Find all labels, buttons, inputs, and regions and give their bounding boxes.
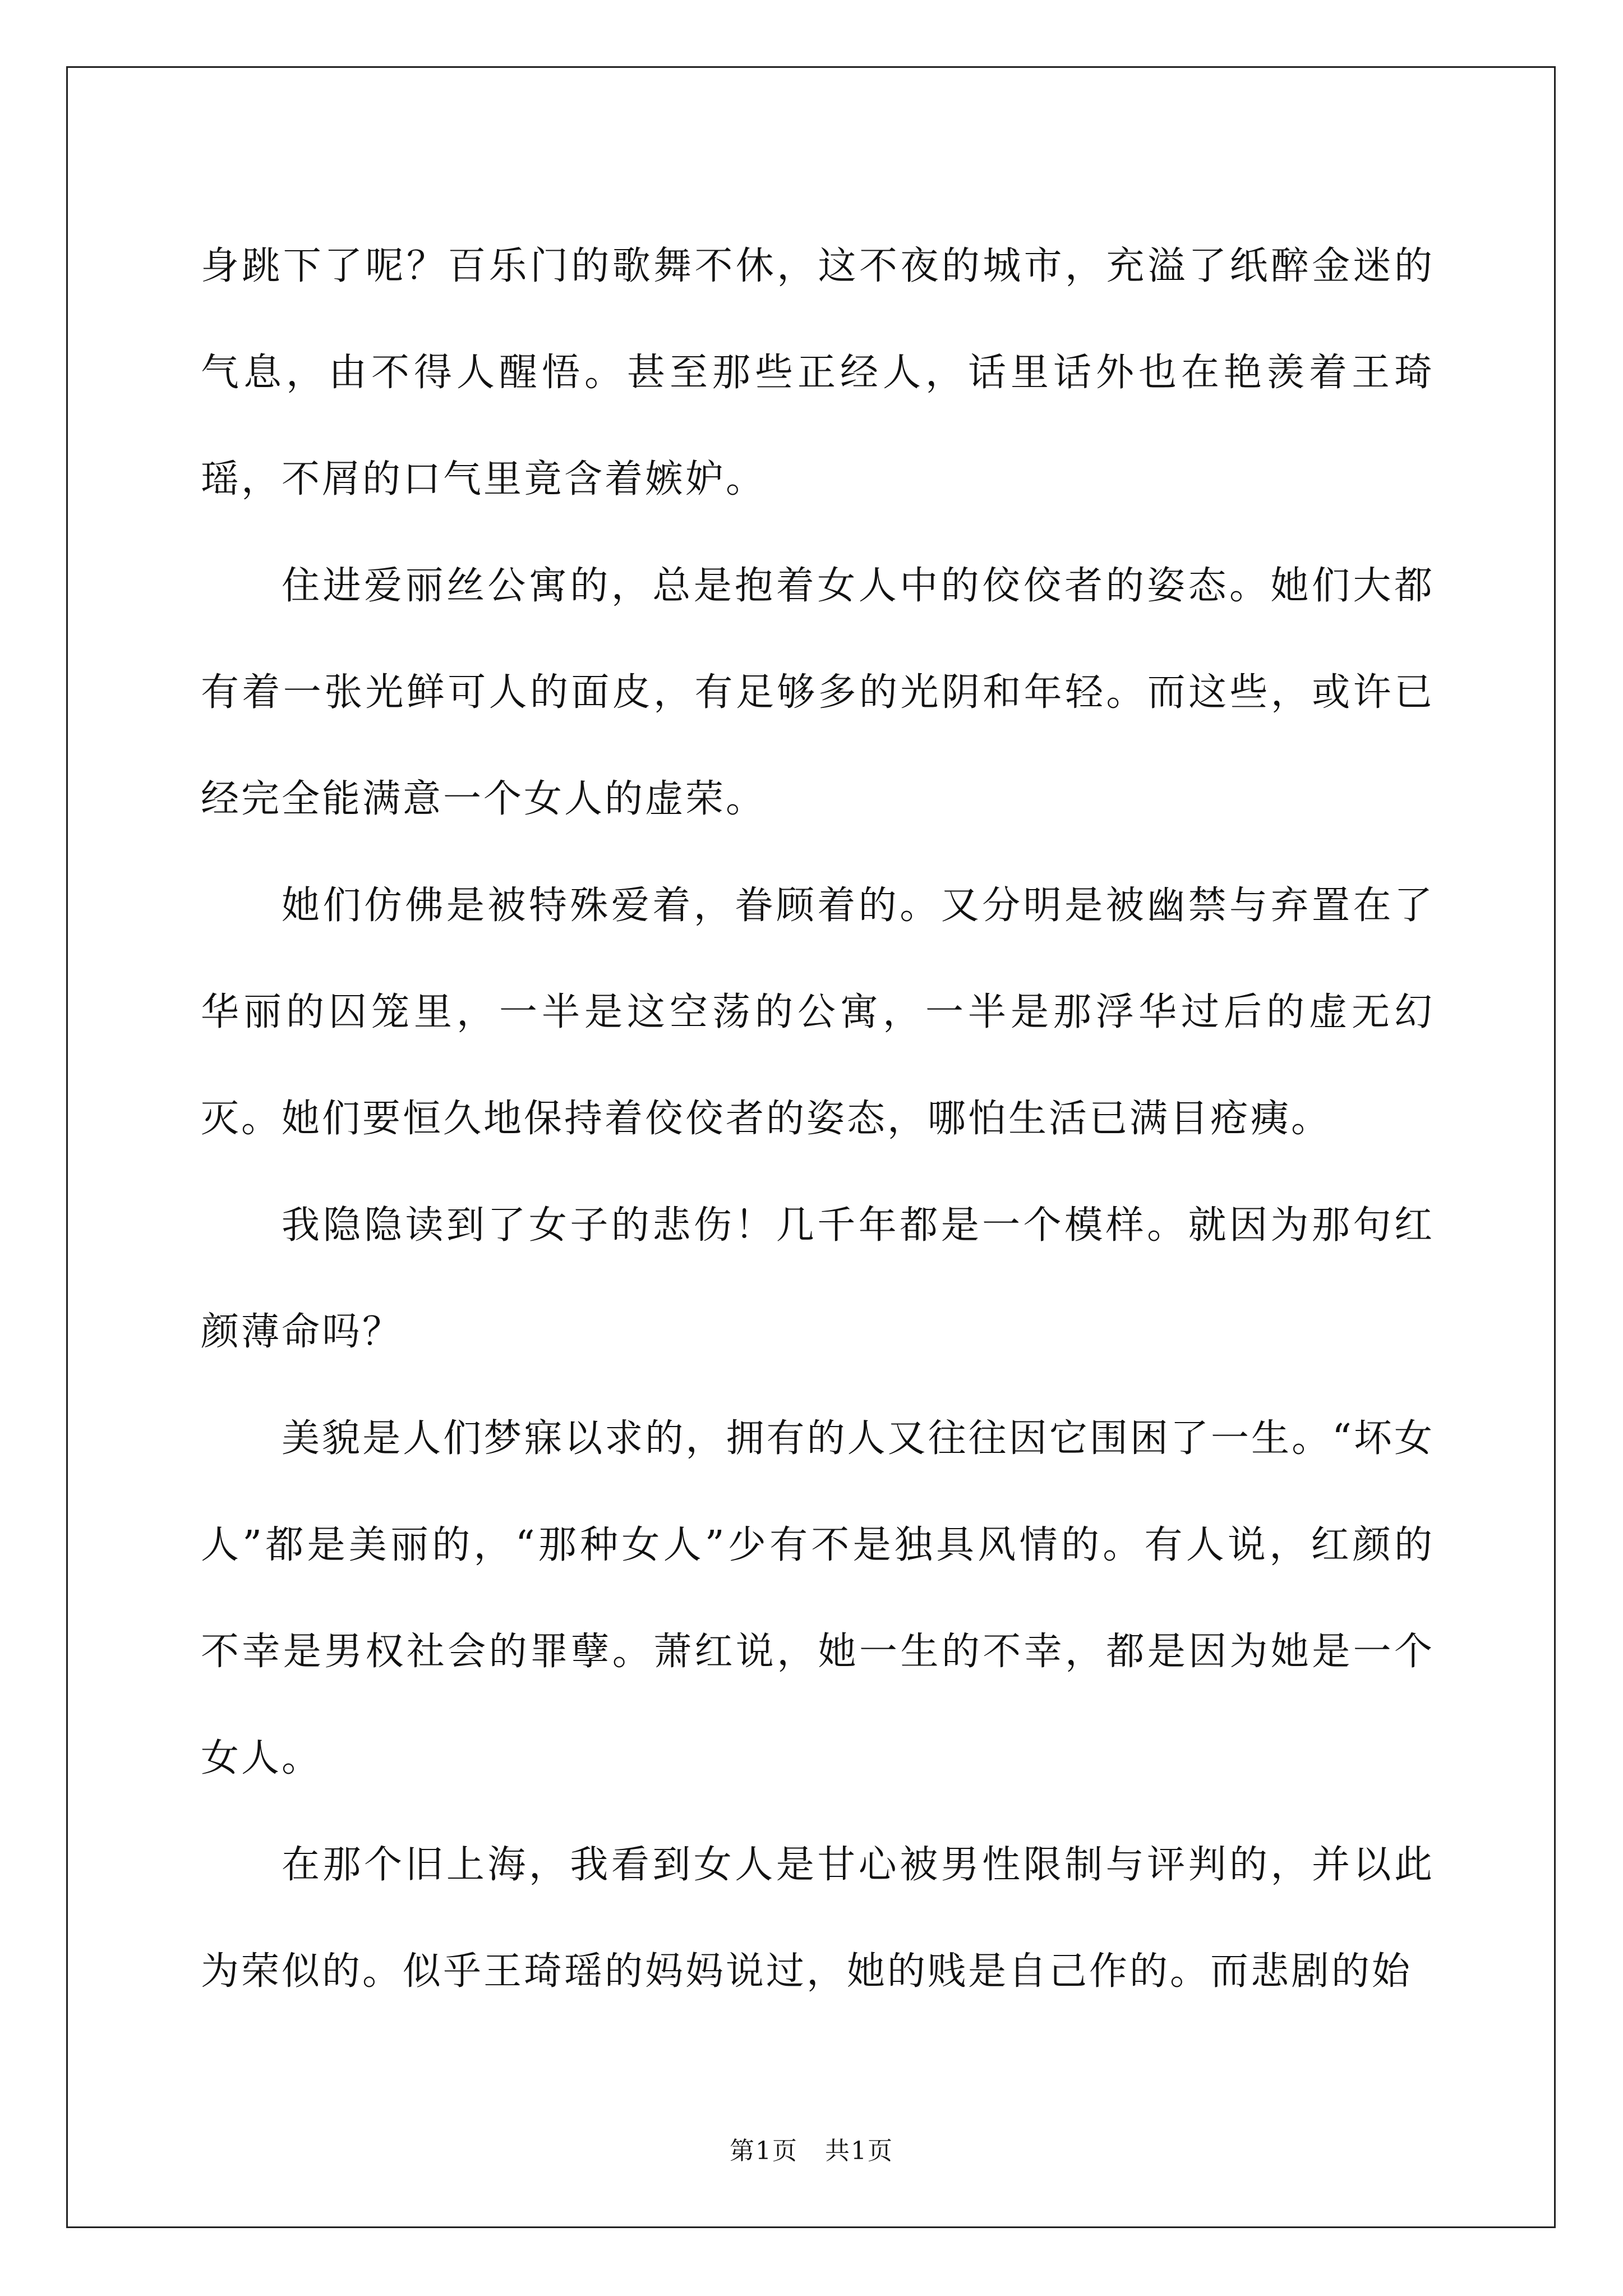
paragraph-2: 住进爱丽丝公寓的，总是抱着女人中的佼佼者的姿态。她们大都有着一张光鲜可人的面皮，有足够多的光阴和年轻。而这些，或许已经完全能满意一个女人的虚荣。 [201,564,1435,821]
page-number: 第1页 [730,2137,799,2165]
paragraph-5: 美貌是人们梦寐以求的，拥有的人又往往因它围困了一生。“坏女人”都是美丽的，“那种女人”少有不是独具风情的。有人说，红颜的不幸是男权社会的罪孽。萧红说，她一生的不幸，都是因为她是一个女人。 [201,1416,1435,1780]
page-footer [0,2134,1623,2168]
paragraph-3: 她们仿佛是被特殊爱着，眷顾着的。又分明是被幽禁与弃置在了华丽的囚笼里，一半是这空荡的公寓，一半是那浮华过后的虚无幻灭。她们要恒久地保持着佼佼者的姿态，哪怕生活已满目疮痍。 [201,884,1435,1141]
document-body [201,213,1435,2025]
paragraph-6: 在那个旧上海，我看到女人是甘心被男性限制与评判的，并以此为荣似的。似乎王琦瑶的妈妈说过，她的贱是自己作的。而悲剧的始 [201,1843,1435,1994]
paragraph-1: 身跳下了呢？百乐门的歌舞不休，这不夜的城市，充溢了纸醉金迷的气息，由不得人醒悟。甚至那些正经人，话里话外也在艳羡着王琦瑶，不屑的口气里竟含着嫉妒。 [201,244,1435,501]
paragraph-4: 我隐隐读到了女子的悲伤！几千年都是一个模样。就因为那句红颜薄命吗？ [201,1203,1435,1354]
page-total: 共1页 [824,2137,893,2165]
